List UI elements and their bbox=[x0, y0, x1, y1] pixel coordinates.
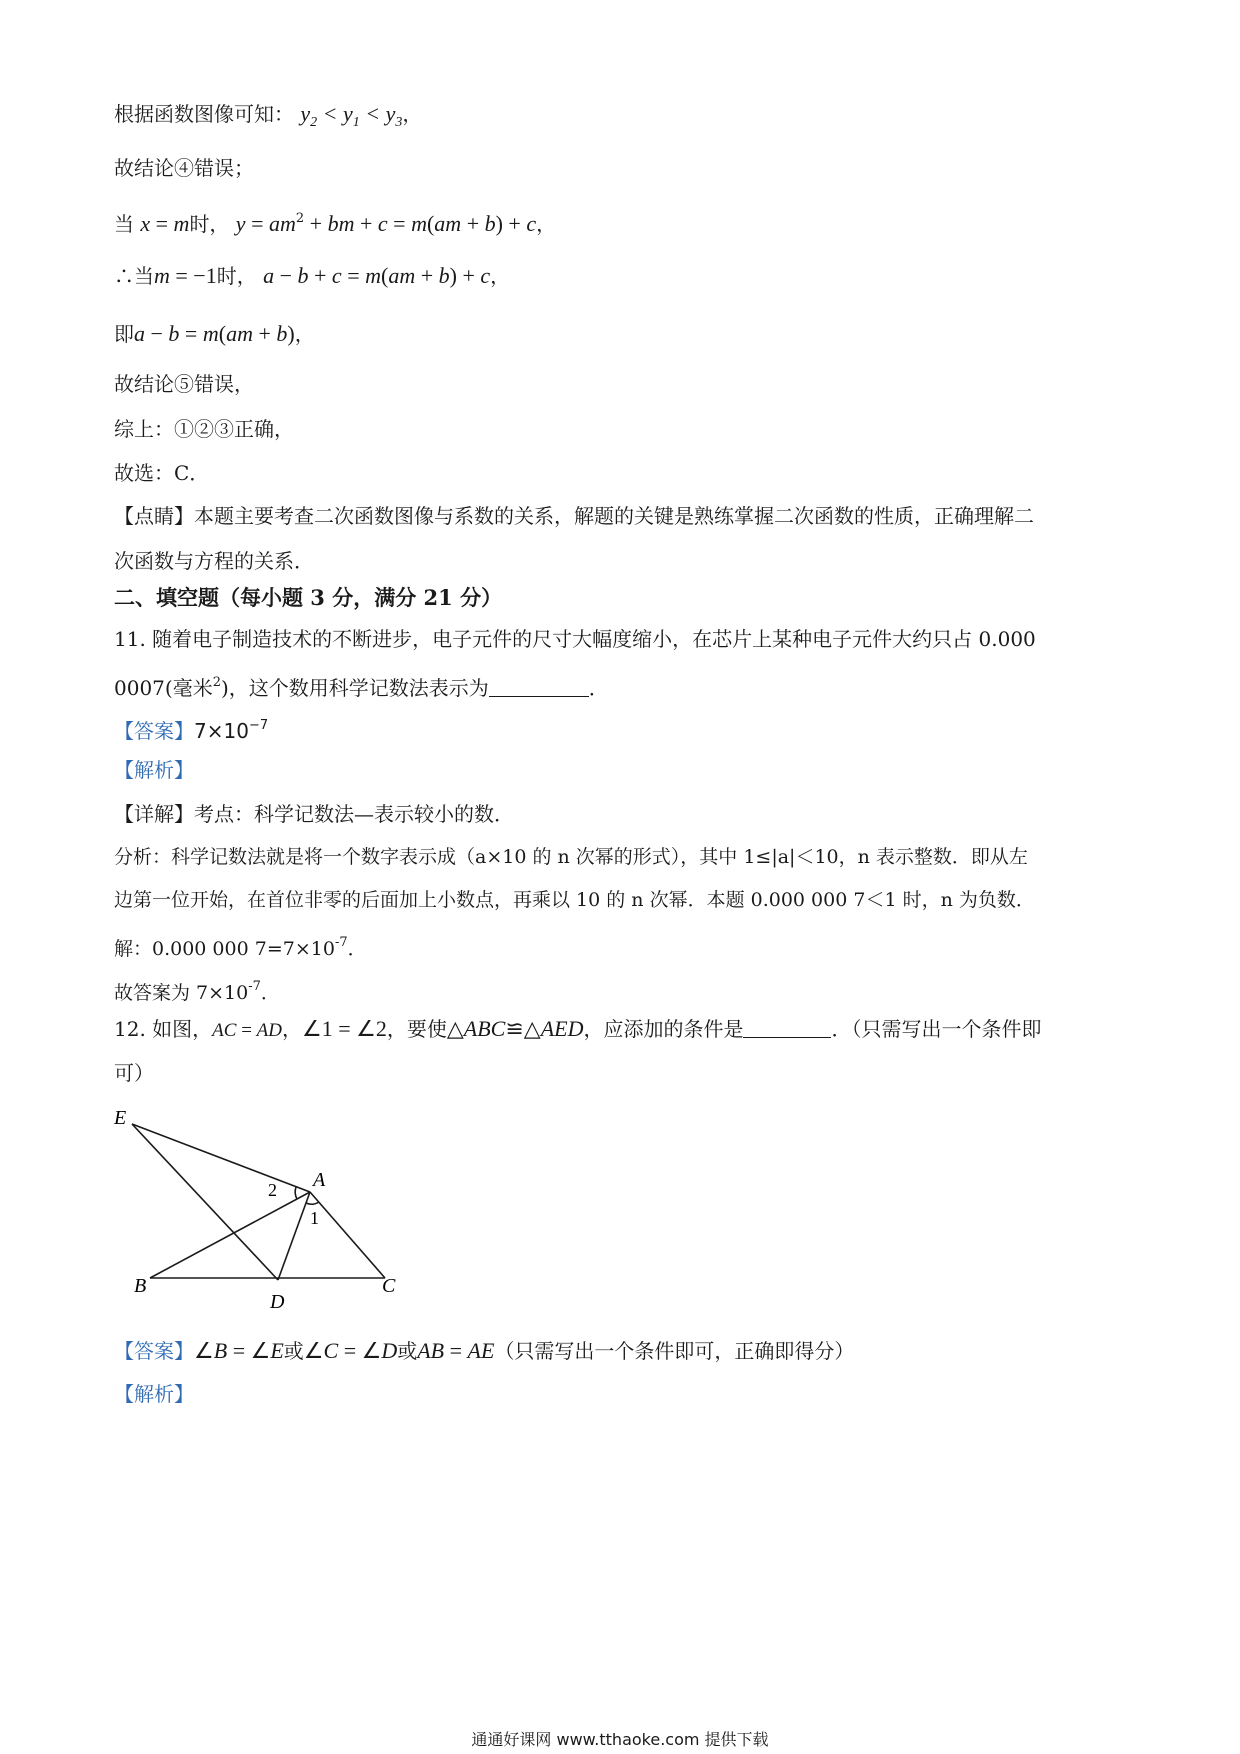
segment-ab bbox=[150, 1192, 310, 1278]
line-function-graph: 根据函数图像可知： $y_2 < y_1 < y_3$， bbox=[114, 101, 423, 130]
detail-tag: 【详解】 bbox=[114, 802, 194, 826]
segment-ea bbox=[132, 1124, 310, 1192]
q12-analysis-tag: 【解析】 bbox=[114, 1382, 194, 1406]
footer: 通通好课网 www.tthaoke.com 提供下载 bbox=[471, 1730, 769, 1749]
math-y-compare: $y_2 < y_1 < y_3$ bbox=[300, 101, 403, 130]
q11-gu: 故答案为 $7\times 10^{-7}$． bbox=[114, 979, 280, 1004]
angle-1-arc bbox=[306, 1202, 319, 1204]
angle-2-arc bbox=[295, 1187, 297, 1199]
label-d: D bbox=[270, 1291, 285, 1313]
math-a-b-c: a bbox=[263, 263, 275, 288]
q11-analysis-tag: 【解析】 bbox=[114, 758, 194, 782]
label-e: E bbox=[114, 1110, 127, 1129]
line-when-m-eq-neg1: ∴当m = −1时， a − b + c = m(am + b) + c， bbox=[114, 263, 511, 288]
q11-jie: 解：0.000 000 $7=7\times 10^{-7}$． bbox=[114, 935, 367, 960]
q12-line1: 12. 如图，AC = AD，∠1 = ∠2，要使△ABC≌△AED，应添加的条件是 ．（只需写出一个条件即 bbox=[114, 1016, 1042, 1041]
q11-detail: 【详解】考点：科学记数法—表示较小的数． bbox=[114, 802, 514, 826]
dianjing-tag: 【点睛】 bbox=[114, 504, 194, 528]
triangle-figure bbox=[110, 1110, 410, 1320]
line-choose-c: 故选：C． bbox=[114, 461, 210, 485]
answer-tag: 【答案】 bbox=[114, 1339, 194, 1363]
q11-blank bbox=[489, 676, 589, 697]
math-angle1-eq-angle2: ∠1 = ∠2 bbox=[302, 1016, 387, 1041]
q11-fenxi-1: 分析：科学记数法就是将一个数字表示成（a×10 的 n 次幂的形式），其中 1≤|a|＜10，n 表示整数．即从左 bbox=[114, 846, 1028, 868]
math-congruent: △ABC≌△AED bbox=[446, 1016, 584, 1041]
line-dianjing: 【点睛】本题主要考查二次函数图像与系数的关系，解题的关键是熟练掌握二次函数的性质，正确理解二 bbox=[114, 504, 1034, 528]
line-when-x-eq-m: 当 x = m时， $y = am^2$ + bm + c = m(am + b) + c， bbox=[114, 211, 557, 236]
math-m-eq-neg1: m bbox=[154, 263, 170, 288]
q11-fenxi-2: 边第一位开始，在首位非零的后面加上小数点，再乘以 10 的 n 次幂．本题 0.000 000 7＜1 时，n 为负数． bbox=[114, 889, 1035, 911]
q12-answer: 【答案】∠B = ∠E或∠C = ∠D或AB = AE（只需写出一个条件即可，正确即得分） bbox=[114, 1338, 855, 1363]
math-angle-b-eq-e: ∠B = ∠E bbox=[194, 1338, 284, 1363]
segment-ed bbox=[132, 1124, 278, 1280]
q11-line2: 0007(毫米$^2$)，这个数用科学记数法表示为 ． bbox=[114, 675, 609, 700]
line-ji: 即a − b = m(am + b)， bbox=[114, 321, 315, 346]
line-conclusion-5-wrong: 故结论⑤错误， bbox=[114, 372, 254, 396]
q11-answer: 【答案】$7\times 10^{-7}$ bbox=[114, 718, 269, 743]
label-a: A bbox=[313, 1169, 326, 1191]
math-ac-eq-ad: AC bbox=[212, 1020, 237, 1041]
q12-blank bbox=[743, 1017, 831, 1038]
line-summary: 综上：①②③正确， bbox=[114, 417, 294, 441]
math-angle-c-eq-d: ∠C = ∠D bbox=[303, 1338, 398, 1363]
q12-line2: 可） bbox=[114, 1061, 154, 1085]
math-x-eq-m: x bbox=[140, 211, 151, 236]
answer-tag: 【答案】 bbox=[114, 719, 194, 743]
segment-ac bbox=[310, 1192, 385, 1278]
segment-ad bbox=[278, 1192, 310, 1280]
math-a-minus-b: a bbox=[134, 321, 145, 346]
math-y-expansion: y bbox=[235, 211, 246, 236]
line-dianjing-cont: 次函数与方程的关系． bbox=[114, 549, 314, 573]
line-conclusion-4-wrong: 故结论④错误； bbox=[114, 156, 254, 180]
q11-line1: 11. 随着电子制造技术的不断进步，电子元件的尺寸大幅度缩小，在芯片上某种电子元件大约只占 0.000 bbox=[114, 627, 1036, 651]
label-1: 1 bbox=[310, 1208, 319, 1228]
label-b: B bbox=[134, 1275, 147, 1297]
label-c: C bbox=[382, 1275, 396, 1297]
label-2: 2 bbox=[268, 1180, 277, 1200]
section-title: 二、填空题（每小题 3 分，满分 21 分） bbox=[114, 585, 503, 610]
math-ab-eq-ae: AB bbox=[417, 1338, 445, 1363]
